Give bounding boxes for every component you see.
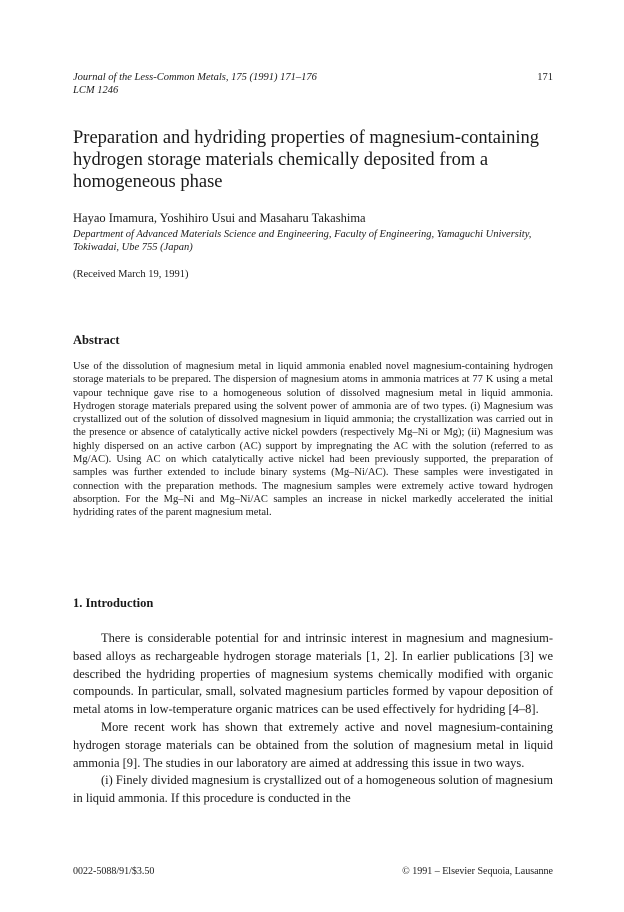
- journal-citation: Journal of the Less-Common Metals, 175 (1991) 171–176: [73, 72, 317, 83]
- intro-paragraph: (i) Finely divided magnesium is crystallized out of a homogeneous solution of magnesium in liquid ammonia. If this procedure is conducted in the: [73, 773, 554, 806]
- copyright-notice: © 1991 – Elsevier Sequoia, Lausanne: [402, 866, 553, 877]
- received-date: (Received March 19, 1991): [73, 269, 189, 280]
- introduction-heading: 1. Introduction: [73, 596, 154, 610]
- abstract-heading: Abstract: [73, 333, 120, 347]
- article-title: Preparation and hydriding properties of magnesium-containing hydrogen storage materials chemically deposited from a homogeneous phase: [73, 128, 539, 192]
- page-number: 171: [537, 72, 553, 83]
- issn-price: 0022-5088/91/$3.50: [73, 866, 155, 877]
- introduction-body: [73, 630, 553, 808]
- intro-paragraph: There is considerable potential for and intrinsic interest in magnesium and magnesium-based alloys as rechargeable hydrogen storage materials [1, 2]. In earlier publications [3] we described the hydriding properties of magnesium systems chemically modified with organic compounds. In particular, small, solvated magnesium particles formed by vapour deposition of metal atoms in low-temperature organic matrices can be used effectively for hydriding [4–8].: [73, 631, 553, 717]
- author-list: Hayao Imamura, Yoshihiro Usui and Masaharu Takashima: [73, 211, 366, 225]
- abstract-text: Use of the dissolution of magnesium metal in liquid ammonia enabled novel magnesium-containing hydrogen storage materials to be prepared. The dispersion of magnesium atoms in ammonia matrices at 77 K using a metal vapour technique gave rise to a homogeneous solution of dissolved magnesium metal in liquid ammonia. Hydrogen storage materials prepared using the solvent power of ammonia are of two types. (i) Magnesium was crystallized out of the solution of dissolved magnesium in liquid ammonia; the crystallization was carried out in the presence or absence of catalytically active nickel powders (respectively Mg–Ni or Mg); (ii) Magnesium was highly dispersed on an active carbon (AC) support by impregnating the AC with the solution (referred to as Mg/AC). Using AC on which catalytically active nickel had been previously supported, the preparation of samples was further extended to include binary systems (Mg–Ni/AC). These samples were investigated in connection with the preparation methods. The magnesium samples were extremely active toward hydrogen absorption. For the Mg–Ni and Mg–Ni/AC samples an increase in nickel markedly accelerated the initial hydriding rates of the parent magnesium metal.: [73, 361, 553, 519]
- affiliation: Department of Advanced Materials Science and Engineering, Faculty of Engineering, Yamaguchi University, Tokiwadai, Ube 755 (Japan): [73, 229, 532, 253]
- article-code: LCM 1246: [73, 85, 119, 96]
- running-header: [73, 71, 553, 97]
- intro-paragraph: More recent work has shown that extremely active and novel magnesium-containing hydrogen storage materials can be obtained from the solution of magnesium metal in liquid ammonia [9]. The studies in our laboratory are aimed at addressing this issue in two ways.: [73, 719, 553, 770]
